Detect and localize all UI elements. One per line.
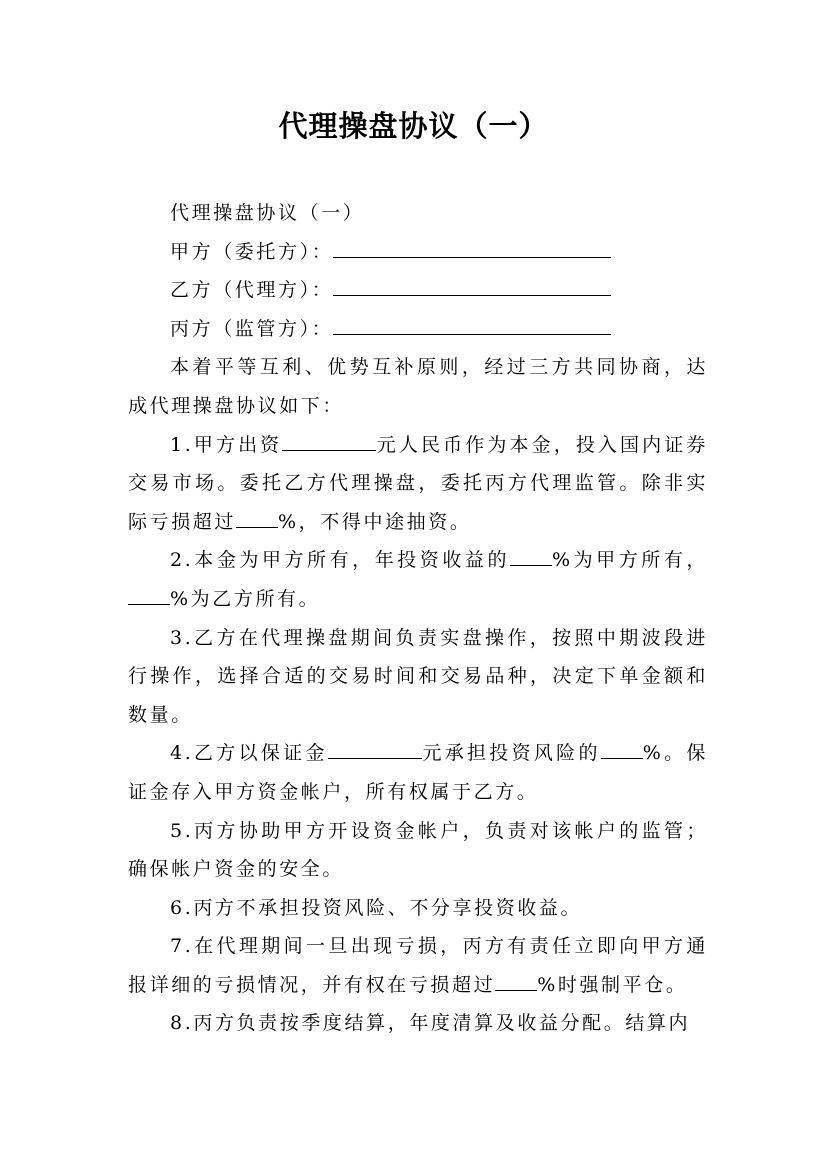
clause-8 [128, 1004, 708, 1043]
subtitle-line [128, 194, 708, 233]
clause-8-text: 8.丙方负责按季度结算，年度清算及收益分配。结算内 [170, 1012, 691, 1035]
party-c-blank [333, 312, 611, 335]
clause-1-part-c: %，不得中途抽资。 [278, 510, 472, 533]
party-b-label: 乙方（代理方）： [170, 279, 334, 302]
document-body [128, 194, 708, 1043]
subtitle-text: 代理操盘协议（一） [170, 202, 365, 224]
clause-3-text: 3.乙方在代理操盘期间负责实盘操作，按照中期波段进行操作，选择合适的交易时间和交易品种，决定下单金额和数量。 [128, 626, 708, 726]
clause-1 [128, 426, 708, 542]
clause-1-part-b: 元人民币作为本金，投入国内证券交易市场。委托乙方代理操盘，委托丙方代理监管。除非实际亏损超过 [128, 433, 708, 533]
intro-paragraph [128, 348, 708, 425]
clause-7-part-a: 7.在代理期间一旦出现亏损，丙方有责任立即向甲方通报详细的亏损情况，并有权在亏损超过 [128, 935, 708, 996]
party-a-blank [333, 235, 611, 258]
clause-4-part-c: %。保证金存入甲方资金帐户，所有权属于乙方。 [128, 742, 708, 803]
clause-7 [128, 927, 708, 1004]
party-b-line [128, 271, 708, 310]
clause-2-percent-a-blank [510, 543, 552, 566]
clause-2-percent-b-blank [128, 582, 170, 605]
clause-6-text: 6.丙方不承担投资风险、不分享投资收益。 [170, 896, 583, 919]
clause-1-percent-blank [236, 505, 278, 528]
clause-4-part-b: 元承担投资风险的 [421, 742, 601, 765]
party-a-label: 甲方（委托方）： [170, 240, 334, 263]
party-b-blank [333, 273, 611, 296]
clause-4-percent-blank [601, 736, 643, 759]
clause-3 [128, 619, 708, 735]
clause-5 [128, 812, 708, 889]
clause-4-amount-blank [328, 736, 422, 759]
clause-2-part-a: 2.本金为甲方所有，年投资收益的 [170, 549, 511, 572]
clause-1-part-a: 1.甲方出资 [170, 433, 283, 456]
clause-4 [128, 734, 708, 811]
clause-2 [128, 541, 708, 618]
document-title: 代理操盘协议（一） [278, 109, 549, 143]
clause-1-amount-blank [282, 428, 376, 451]
party-c-label: 丙方（监管方）： [170, 317, 334, 340]
clause-2-part-b: %为甲方所有， [552, 549, 708, 572]
clause-5-text: 5.丙方协助甲方开设资金帐户，负责对该帐户的监管；确保帐户资金的安全。 [128, 819, 708, 881]
clause-6 [128, 889, 708, 928]
intro-text: 本着平等互利、优势互补原则，经过三方共同协商，达成代理操盘协议如下： [128, 356, 708, 417]
party-a-line [128, 233, 708, 272]
clause-7-percent-blank [495, 968, 537, 991]
clause-2-part-c: %为乙方所有。 [170, 587, 321, 610]
clause-4-part-a: 4.乙方以保证金 [170, 742, 328, 765]
clause-7-part-b: %时强制平仓。 [537, 973, 688, 996]
party-c-line [128, 310, 708, 349]
